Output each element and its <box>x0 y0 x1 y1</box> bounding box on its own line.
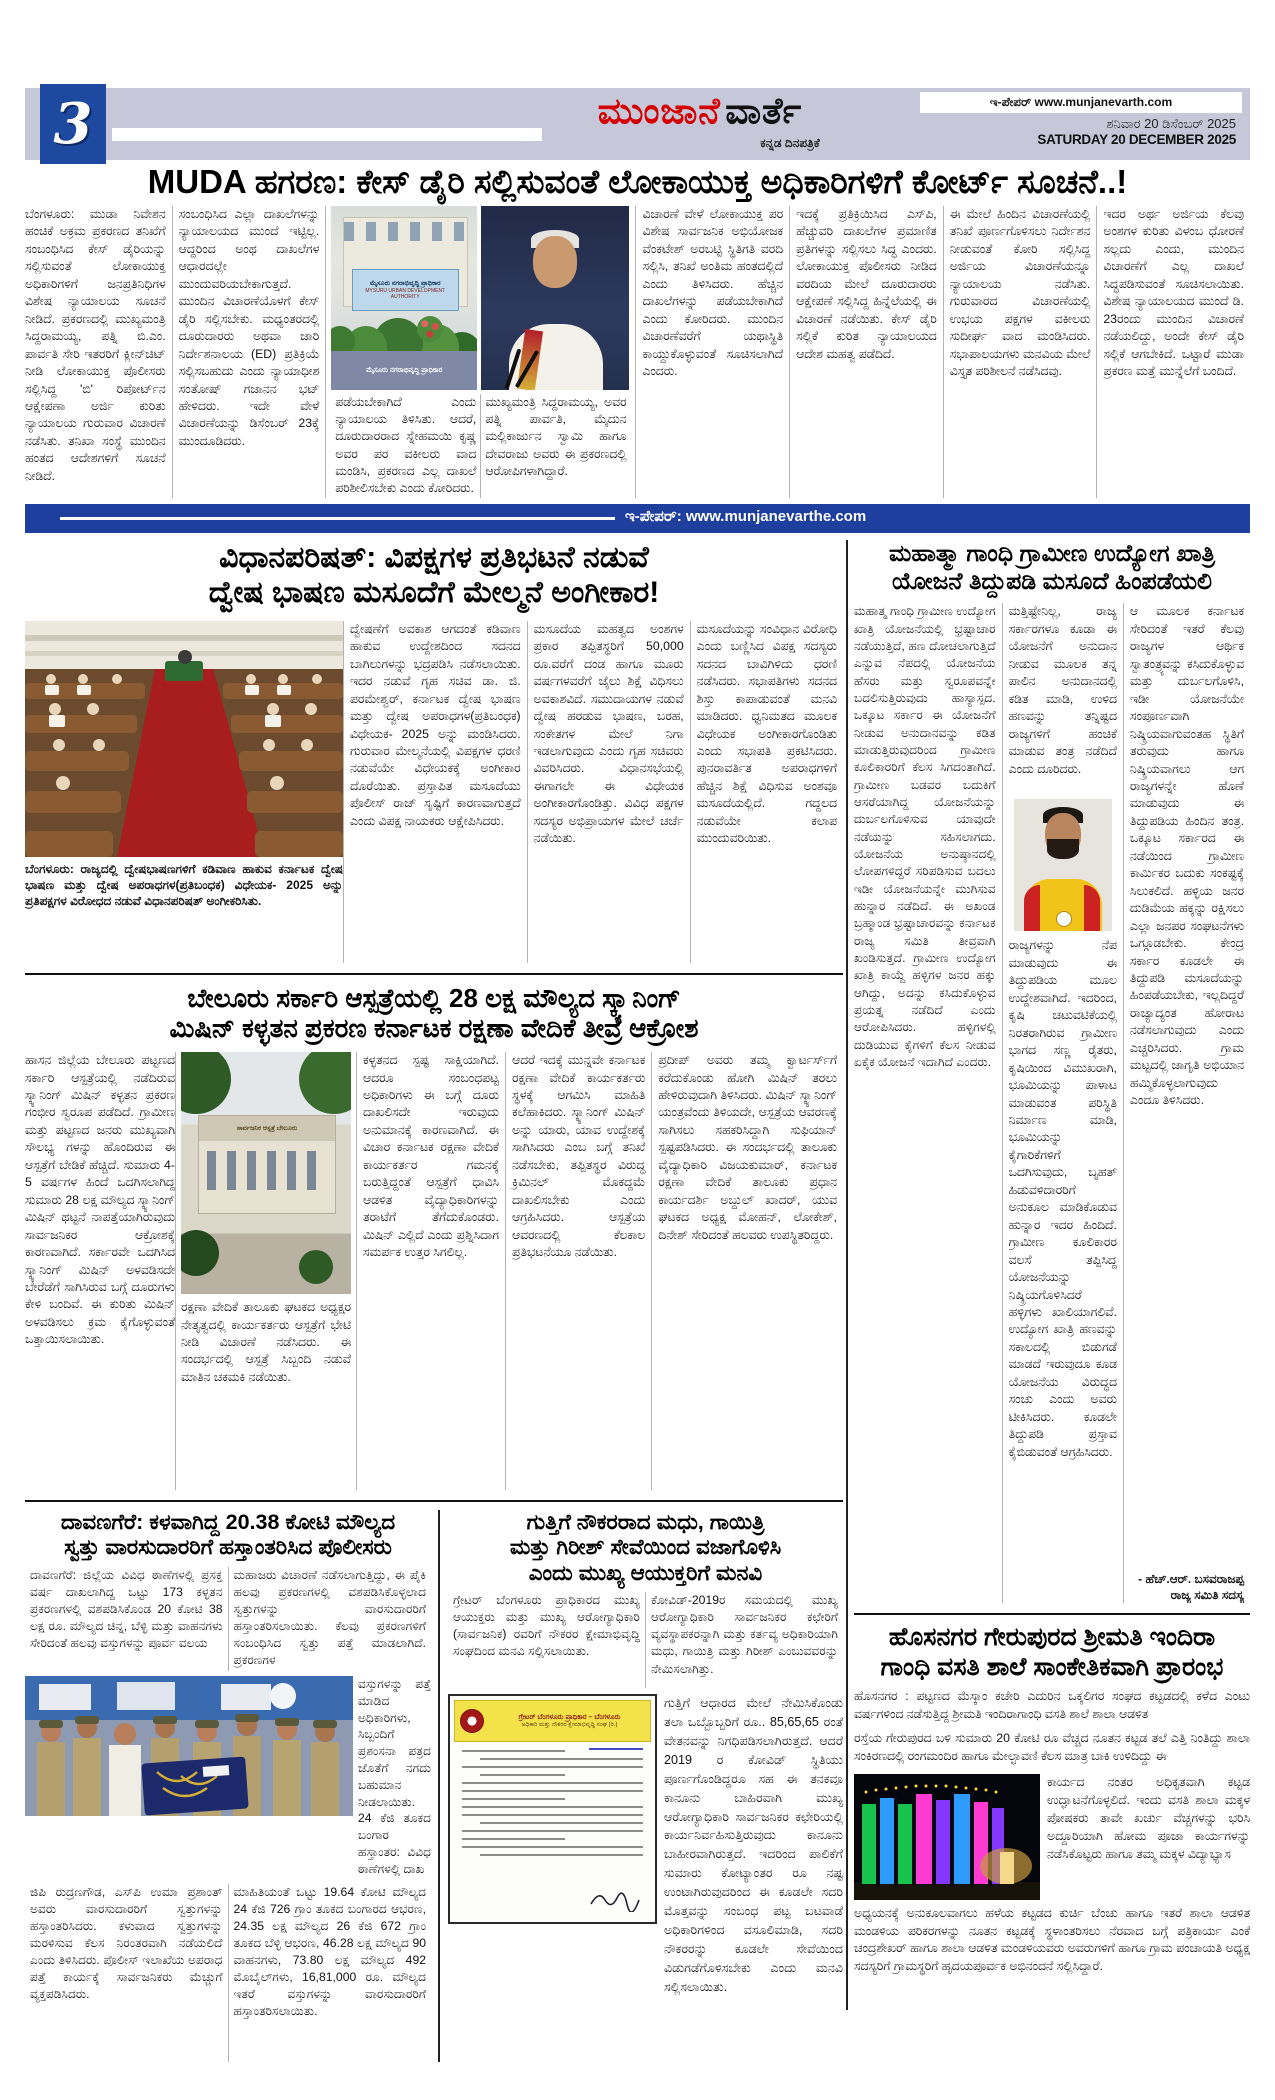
body-text: ಅಧ್ಯಯನಕ್ಕೆ ಅನುಕೂಲವಾಗಲು ಹಳೆಯ ಕಟ್ಟಡದ ಕುರ್ಚಿ ಬೆಂಚು ಹಾಗೂ ಇತರೆ ಶಾಲಾ ಆಡಳಿತ ಮಂಡಳಿಯ ಪರಿಕರಗಳನ್ನು ನೂತನ ಕಟ್ಟಡಕ್ಕೆ ಸ್ಥಳಾಂತರಿಸಲು ನೆರವಾದ ಬಗ್ಗೆ ಪತ್ರಿಕಾರ್ಯ ಎಂಕೆ ಚಂದ್ರಶೇಖರ್ ಹಾಗೂ ಶಾಲಾ ಆಡಳಿತ ಮಂಡಳಿಯವರು ಅವರುಗಳಿಗೆ ಹಾಗೂ ಗ್ರಾಮ ಪಂಚಾಯತಿ ಅಧ್ಯಕ್ಷ ಸದಸ್ಯರಿಗೆ ಗ್ರಾಮಸ್ಥರಿಗೆ ಹೃದಯಪೂರ್ವಕ ಅಭಿನಂದನೆ ಸಲ್ಲಿಸಿದ್ದಾರೆ. <box>854 1906 1250 1973</box>
parishat-body <box>25 621 843 963</box>
article-headline: ವಿಧಾನಪರಿಷತ್: ವಿಪಕ್ಷಗಳ ಪ್ರತಿಭಟನೆ ನಡುವೆ <box>219 541 649 574</box>
left-section <box>25 540 843 2062</box>
wall-lettering: ಮೈಸೂರು ನಗರಾಭಿವೃದ್ಧಿ ಪ್ರಾಧಿಕಾರ <box>366 366 443 374</box>
text-line <box>462 1838 565 1840</box>
davangere-bottom <box>25 1884 431 2062</box>
hosanagara-article <box>854 1623 1250 2009</box>
assembly-photo-block <box>25 621 343 963</box>
article-headline: ಗಾಂಧಿ ವಸತಿ ಶಾಲೆ ಸಾಂಕೇತಿಕವಾಗಿ ಪ್ರಾರಂಭ <box>880 1652 1224 1681</box>
section-rule <box>25 1500 843 1502</box>
text-line <box>462 1806 643 1808</box>
signature-icon <box>589 1886 641 1912</box>
epaper-url: ಇ-ಪೇಪರ್ www.munjanevarth.com <box>920 92 1242 113</box>
body-column: ಇದರ ಅರ್ಥ ಅರ್ಜಿಯ ಕೆಲವು ಅಂಶಗಳ ಕುರಿತು ವಿಳಂಬ ಧೋರಣೆ ಸಲ್ಲದು ಎಂದು, ಮುಂದಿನ ವಿಚಾರಣೆಗೆ ಎಲ್ಲ ದಾಖಲೆ ಸಿದ್ಧಪಡಿಸುವಂತೆ ಸೂಚಿಸಲಾಯಿತು. ವಿಶೇಷ ನ್ಯಾಯಾಲಯದ ಮುಂದೆ ಡಿ. 23ರಂದು ಮುಂದಿನ ವಿಚಾರಣೆ ನಡೆಯಲಿದ್ದು, ಅಂದೇ ಕೇಸ್ ಡೈರಿ ಸಲ್ಲಿಕೆ ಆಗಬೇಕಿದೆ. ಒಟ್ಟಾರೆ ಮುಡಾ ಪ್ರಕರಣ ಮತ್ತೆ ಮುನ್ನೆಲೆಗೆ ಬಂದಿದೆ. <box>1096 206 1250 498</box>
hospital-windows <box>207 1151 327 1190</box>
banner-epaper-url: ಇ-ಪೇಪರ್: www.munjanevarthe.com <box>625 508 867 525</box>
body-column: ಹಾಸನ ಜಿಲ್ಲೆಯ ಬೇಲೂರು ಪಟ್ಟಣದ ಸರ್ಕಾರಿ ಆಸ್ಪತ್ರೆಯಲ್ಲಿ ನಡೆದಿರುವ ಸ್ಕ್ಯಾನಿಂಗ್ ಮಿಷಿನ್ ಕಳ್ಳತನ ಪ್ರಕರಣ ಗಂಭೀರ ಸ್ವರೂಪ ಪಡೆದಿದೆ. ಗ್ರಾಮೀಣ ಮತ್ತು ಪಟ್ಟಣದ ಜನರು ಮುಖ್ಯವಾಗಿ ಸೌಲಭ್ಯ ಗಳನ್ನು ಹೊಂದಿರುವ ಈ ಆಸ್ಪತ್ರೆಗೆ ಬೇಡಿಕೆ ಹೆಚ್ಚಿದೆ. ಸುಮಾರು 4-5 ವರ್ಷಗಳ ಹಿಂದೆ ಒದಗಿಸಲಾಗಿದ್ದ ಸುಮಾರು 28 ಲಕ್ಷ ಮೌಲ್ಯದ ಸ್ಕ್ಯಾನಿಂಗ್ ಮಿಷಿನ್ ಥಟ್ಟನೆ ನಾಪತ್ತೆಯಾಗಿರುವುದು ಸಾರ್ವಜನಿಕರ ಆಕ್ರೋಶಕ್ಕೆ ಕಾರಣವಾಗಿದೆ. ಸರ್ಕಾರವೇ ಒದಗಿಸಿದ ಸ್ಕ್ಯಾನಿಂಗ್ ಮಿಷಿನ್ ಅಳವಡಿಸದೇ ಬೇರೆಡೆಗೆ ಸಾಗಿಸಿರುವ ಬಗ್ಗೆ ದೂರುಗಳು ಕೇಳಿ ಬಂದಿವೆ. ಈ ಕುರಿತು ಮಿಷಿನ್ ಅಳವಡಿಸಲು ಕ್ರಮ ಕೈಗೊಳ್ಳುವಂತೆ ಒತ್ತಾಯಿಸಲಾಯಿತು. <box>25 1053 175 1347</box>
police-handover-photo <box>25 1676 353 1816</box>
lead-headline: MUDA ಹಗರಣ: ಕೇಸ್ ಡೈರಿ ಸಲ್ಲಿಸುವಂತೆ ಲೋಕಾಯುಕ್ತ ಅಧಿಕಾರಿಗಳಿಗೆ ಕೋರ್ಟ್ ಸೂಚನೆ..! <box>147 163 1128 200</box>
body-column: ವಿಚಾರಣೆ ವೇಳೆ ಲೋಕಾಯುಕ್ತ ಪರ ವಿಶೇಷ ಸಾರ್ವಜನಿಕ ಅಭಿಯೋಜಕ ವೆಂಕಟೇಶ್ ಅರಬಟ್ಟಿ ಸ್ಥಿತಿಗತಿ ವರದಿ ಸಲ್ಲಿಸಿ, ತನಿಖೆ ಅಂತಿಮ ಹಂತದಲ್ಲಿದೆ ಎಂದು ತಿಳಿಸಿದರು. ಹೆಚ್ಚಿನ ದಾಖಲೆಗಳನ್ನು ಪಡೆಯಬೇಕಾಗಿದೆ ಎಂದು ಕೋರಿದರು. ಮುಂದಿನ ವಿಚಾರಣೆವರೆಗೆ ಯಥಾಸ್ಥಿತಿ ಕಾಯ್ದುಕೊಳ್ಳುವಂತೆ ಸೂಚಿಸಲಾಗಿದೆ ಎಂದರು. <box>635 206 789 498</box>
body-column: ಮಹಾತ್ಮ ಗಾಂಧಿ ಗ್ರಾಮೀಣ ಉದ್ಯೋಗ ಖಾತ್ರಿ ಯೋಜನೆಯಲ್ಲಿ ಭ್ರಷ್ಟಾಚಾರ ನಡೆಯುತ್ತಿದೆ, ಹಣ ದೋಚಲಾಗುತ್ತಿದೆ ಎನ್ನುವ ನೆಪದಲ್ಲಿ ಯೋಜನೆಯ ಹೆಸರು ಮತ್ತು ಸ್ವರೂಪವನ್ನೇ ಬದಲಿಸುತ್ತಿರುವುದು ಹಾಸ್ಯಾಸ್ಪದ. ಒಕ್ಕೂಟ ಸರ್ಕಾರ ಈ ಯೋಜನೆಗೆ ನೀಡುವ ಅನುದಾನವನ್ನು ಕಡಿತ ಮಾಡುತ್ತಿರುವುದರಿಂದ ಗ್ರಾಮೀಣ ಕೂಲಿಕಾರರಿಗೆ ಕೆಲಸ ಸಿಗದಂತಾಗಿದೆ. ಗ್ರಾಮೀಣ ಬಡವರ ಬದುಕಿಗೆ ಆಸರೆಯಾಗಿದ್ದ ಯೋಜನೆಯನ್ನು ದುರ್ಬಲಗೊಳಿಸುವ ಯಾವುದೇ ನಡೆಯನ್ನು ಸಹಿಸಲಾಗದು. ಯೋಜನೆಯ ಅನುಷ್ಠಾನದಲ್ಲಿ ಲೋಪಗಳಿದ್ದರೆ ಸರಿಪಡಿಸುವ ಬದಲು ಇಡೀ ಯೋಜನೆಯನ್ನೇ ಮುಗಿಸುವ ಹುನ್ನಾರ ನಡೆದಿದೆ. ಈ ಅಖಂಡ ಬ್ರಹ್ಮಾಂಡ ಭ್ರಷ್ಟಾಚಾರವನ್ನು ಕರ್ನಾಟಕ ರಾಜ್ಯ ಸಮಿತಿ ತೀವ್ರವಾಗಿ ಖಂಡಿಸುತ್ತದೆ. ಗ್ರಾಮೀಣ ಉದ್ಯೋಗ ಖಾತ್ರಿ ಕಾಯ್ದೆ ಹಳ್ಳಿಗಳ ಜನರ ಹಕ್ಕು ಆಗಿದ್ದು, ಅದನ್ನು ಕಸಿದುಕೊಳ್ಳುವ ಪ್ರಯತ್ನ ನಡೆದಿದೆ ಎಂದು ಆರೋಪಿಸಿದರು. ಹಳ್ಳಿಗಳಲ್ಲಿ ದುಡಿಯುವ ಕೈಗಳಿಗೆ ಕೆಲಸ ನೀಡುವ ಏಕೈಕ ಯೋಜನೆ ಇದಾಗಿದೆ ಎಂದರು. <box>854 604 996 1069</box>
body-column: ಜಿಪಿ ರುದ್ರಣಗೌಡ, ಎಸ್‌ಪಿ ಉಮಾ ಪ್ರಶಾಂತ್ ಅವರು ವಾರಸುದಾರರಿಗೆ ಸ್ವತ್ತುಗಳನ್ನು ಹಸ್ತಾಂತರಿಸಿದರು. ಕಳುವಾದ ಸ್ವತ್ತುಗಳನ್ನು ಮರಳಿಸುವ ಕೆಲಸ ನಿರಂತರವಾಗಿ ನಡೆಯಲಿದೆ ಎಂದು ತಿಳಿಸಿದರು. ಪೊಲೀಸ್ ಇಲಾಖೆಯ ಅಪರಾಧ ಪತ್ತೆ ಕಾರ್ಯಕ್ಕೆ ಸಾರ್ವಜನಿಕರು ಮೆಚ್ಚುಗೆ ವ್ಯಕ್ತಪಡಿಸಿದರು. <box>30 1884 223 2002</box>
masthead-word-red: ಮುಂಜಾನೆ <box>597 90 721 131</box>
body-text: ಮತ್ತಿಷ್ಟೇನಿಲ್ಲ, ರಾಜ್ಯ ಸರ್ಕಾರಗಳೂ ಕೂಡಾ ಈ ಯೋಜನೆಗೆ ಅನುದಾನ ನೀಡುವ ಮೂಲಕ ತನ್ನ ಪಾಲಿನ ಅನುದಾನದಲ್ಲಿ ಕಡಿತ ಮಾಡಿ, ಉಳಿದ ಹಣವನ್ನು ತನ್ನಿಷ್ಟದ ರಾಜ್ಯಗಳಿಗೆ ಹಂಚಿಕೆ ಮಾಡುವ ತಂತ್ರ ನಡೆದಿದೆ ಎಂದು ದೂರಿದರು. <box>1008 604 1117 776</box>
gutthige-intro <box>448 1592 843 1688</box>
text-line <box>462 1830 643 1832</box>
body-column: ಪಡೆಯಬೇಕಾಗಿದೆ ಎಂದು ನ್ಯಾಯಾಲಯ ತಿಳಿಸಿತು. ಆದರೆ, ದೂರುದಾರರಾದ ಸ್ನೇಹಮಯಿ ಕೃಷ್ಣ ಅವರ ಪರ ವಕೀಲರು ವಾದ ಮಂಡಿಸಿ, ಪ್ರಕರಣದ ಎಲ್ಲ ದಾಖಲೆ ಪರಿಶೀಲಿಸಬೇಕು ಎಂದು ಕೋರಿದರು. <box>335 395 477 496</box>
lead-photo-zone <box>325 206 635 498</box>
davangere-article <box>25 1510 440 2062</box>
article-headline: ಮತ್ತು ಗಿರೀಶ್ ಸೇವೆಯಿಂದ ವಜಾಗೊಳಿಸಿ <box>509 1535 782 1560</box>
text-line <box>480 1774 565 1776</box>
assembly-hall-photo <box>25 621 343 857</box>
parishat-article <box>25 540 843 963</box>
text-line <box>462 1790 643 1792</box>
article-headline: ಸ್ವತ್ತು ವಾರಸುದಾರರಿಗೆ ಹಸ್ತಾಂತರಿಸಿದ ಪೊಲೀಸರು <box>64 1535 392 1560</box>
article-headline: ದಾವಣಗೆರೆ: ಕಳವಾಗಿದ್ದ 20.38 ಕೋಟಿ ಮೌಲ್ಯದ <box>60 1510 396 1535</box>
night-school-photo <box>854 1774 1040 1900</box>
chief-minister-photo <box>481 206 629 390</box>
hospital-photo <box>181 1052 351 1294</box>
belur-body <box>25 1052 843 1490</box>
body-column: ಈ ಮೇಲೆ ಹಿಂದಿನ ವಿಚಾರಣೆಯಲ್ಲಿ ತನಿಖೆ ಪೂರ್ಣಗೊಳಿಸಲು ನಿರ್ದೇಶನ ನೀಡುವಂತೆ ಕೋರಿ ಸಲ್ಲಿಸಿದ್ದ ಅರ್ಜಿಯ ವಿಚಾರಣೆಯನ್ನೂ ನ್ಯಾಯಾಲಯ ನಡೆಸಿತು. ಗುರುವಾರದ ವಿಚಾರಣೆಯಲ್ಲಿ ಉಭಯ ಪಕ್ಷಗಳ ವಕೀಲರು ಸುದೀರ್ಘ ವಾದ ಮಂಡಿಸಿದರು. ಸಭಾಪಾಲಯಗಳು ಮನವಿಯ ಮೇಲೆ ವಿಸ್ತೃತ ಪರಿಶೀಲನೆ ನಡೆಸಿದವು. <box>943 206 1097 498</box>
body-column-with-photo <box>1002 603 1123 1603</box>
page-number: 3 <box>53 91 93 157</box>
letter-body-lines <box>450 1744 655 1856</box>
building-windows <box>344 222 467 241</box>
gandhi-body <box>854 603 1250 1603</box>
gutthige-article <box>440 1510 843 2062</box>
body-column: ಕಳ್ಳತನದ ಸ್ಪಷ್ಟ ಸಾಕ್ಷಿಯಾಗಿದೆ. ಆದರೂ ಸಂಬಂಧಪಟ್ಟ ಅಧಿಕಾರಿಗಳು ಈ ಬಗ್ಗೆ ದೂರು ದಾಖಲಿಸದೇ ಇರುವುದು ಅನುಮಾನಕ್ಕೆ ಕಾರಣವಾಗಿದೆ. ಈ ವಿಚಾರ ಕರ್ನಾಟಕ ರಕ್ಷಣಾ ವೇದಿಕೆ ಕಾರ್ಯಕರ್ತರ ಗಮನಕ್ಕೆ ಬರುತ್ತಿದ್ದಂತೆ ಆಸ್ಪತ್ರೆಗೆ ಧಾವಿಸಿ ಆಡಳಿತ ವೈದ್ಯಾಧಿಕಾರಿಗಳನ್ನು ತರಾಟೆಗೆ ತೆಗೆದುಕೊಂಡರು. ಮಿಷಿನ್ ಎಲ್ಲಿದೆ ಎಂದು ಪ್ರಶ್ನಿಸಿದಾಗ ಸಮರ್ಪಕ ಉತ್ತರ ಸಿಗಲಿಲ್ಲ. <box>356 1052 505 1490</box>
letter-document-image <box>448 1694 657 1924</box>
body-text: ಆ ಮೂಲಕ ಕರ್ನಾಟಕ ಸೇರಿದಂತೆ ಇತರೆ ಕೆಲವು ರಾಜ್ಯಗಳ ಆರ್ಥಿಕ ಸ್ವಾತಂತ್ರ್ಯವನ್ನು ಕಸಿದುಕೊಳ್ಳುವ ಮತ್ತು ದುರ್ಬಲಗೊಳಿಸಿ, ಇಡೀ ಯೋಜನೆಯೇ ಸಂಪೂರ್ಣವಾಗಿ ನಿಷ್ಕ್ರಿಯವಾಗುವಂತಹ ಸ್ಥಿತಿಗೆ ತರುವುದು ಹಾಗೂ ನಿಷ್ಕ್ರಿಯವಾಗಲು ಆಗ ರಾಜ್ಯಗಳನ್ನೇ ಹೊಣೆ ಮಾಡುವುದು ಈ ತಿದ್ದುಪಡಿಯ ಹಿಂದಿನ ತಂತ್ರ. ಒಕ್ಕೂಟ ಸರ್ಕಾರದ ಈ ನಡೆಯಿಂದ ಗ್ರಾಮೀಣ ಕಾರ್ಮಿಕರ ಬದುಕು ಸಂಕಷ್ಟಕ್ಕೆ ಸಿಲುಕಲಿದೆ. ಹಳ್ಳಿಯ ಜನರ ದುಡಿಮೆಯ ಹಕ್ಕನ್ನು ರಕ್ಷಿಸಲು ಎಲ್ಲಾ ಜನಪರ ಸಂಘಟನೆಗಳು ಒಗ್ಗೂಡಬೇಕು. ಕೇಂದ್ರ ಸರ್ಕಾರ ಕೂಡಲೇ ಈ ತಿದ್ದುಪಡಿ ಮಸೂದೆಯನ್ನು ಹಿಂಪಡೆಯಬೇಕು, ಇಲ್ಲದಿದ್ದರೆ ರಾಜ್ಯಾದ್ಯಂತ ಹೋರಾಟ ನಡೆಸಲಾಗುವುದು ಎಂದು ಎಚ್ಚರಿಸಿದರು. ಗ್ರಾಮ ಮಟ್ಟದಲ್ಲಿ ಜಾಗೃತಿ ಅಭಿಯಾನ ಹಮ್ಮಿಕೊಳ್ಳಲಾಗುವುದು ಎಂದೂ ತಿಳಿಸಿದರು. <box>1129 604 1245 1108</box>
tree-shape <box>181 1052 231 1114</box>
article-headline: ಯೋಜನೆ ತಿದ್ದುಪಡಿ ಮಸೂದೆ ಹಿಂಪಡೆಯಲಿ <box>892 567 1212 594</box>
flower-bush-shape <box>417 316 443 342</box>
tree-shape <box>299 1052 351 1114</box>
letter-date-line <box>589 1748 643 1750</box>
lead-story <box>25 206 1250 498</box>
text-line <box>480 1758 643 1760</box>
assembly-illustration <box>25 621 343 857</box>
davangere-intro <box>25 1567 431 1671</box>
body-column: ರಕ್ಷಣಾ ವೇದಿಕೆ ತಾಲೂಕು ಘಟಕದ ಅಧ್ಯಕ್ಷರ ನೇತೃತ್ವದಲ್ಲಿ ಕಾರ್ಯಕರ್ತರು ಆಸ್ಪತ್ರೆಗೆ ಭೇಟಿ ನೀಡಿ ವಿಚಾರಣೆ ನಡೆಸಿದರು. ಈ ಸಂದರ್ಭದಲ್ಲಿ ಆಸ್ಪತ್ರೆ ಸಿಬ್ಬಂದಿ ನಡುವೆ ಮಾತಿನ ಚಕಮಕಿ ನಡೆಯಿತು. <box>181 1300 351 1384</box>
body-column: ಮಹಾಜರು ವಿಚಾರಣೆ ನಡೆಸಲಾಗುತ್ತಿದ್ದು, ಈ ಪೈಕಿ ಹಲವು ಪ್ರಕರಣಗಳಲ್ಲಿ ವಶಪಡಿಸಿಕೊಳ್ಳಲಾದ ಸ್ವತ್ತುಗಳನ್ನು ವಾರಸುದಾರರಿಗೆ ಹಸ್ತಾಂತರಿಸಲಾಯಿತು. ಕೆಲವು ಪ್ರಕರಣಗಳಿಗೆ ಸಂಬಂಧಿಸಿದ ಸ್ವತ್ತು ಪತ್ತೆ ಮಾಡಲಾಗಿದೆ. ಪ್ರಕರಣಗಳ <box>228 1567 432 1671</box>
text-line <box>480 1854 643 1856</box>
body-column: ಆದರೆ ಇದಕ್ಕೆ ಮುನ್ನವೇ ಕರ್ನಾಟಕ ರಕ್ಷಣಾ ವೇದಿಕೆ ಕಾರ್ಯಕರ್ತರು ಸ್ಥಳಕ್ಕೆ ಆಗಮಿಸಿ ಮಾಹಿತಿ ಕಲೆಹಾಕಿದರು. ಸ್ಕ್ಯಾನಿಂಗ್ ಮಿಷಿನ್ ಅನ್ನು ಯಾರು, ಯಾವ ಉದ್ದೇಶಕ್ಕೆ ಸಾಗಿಸಿದರು ಎಂಬ ಬಗ್ಗೆ ತನಿಖೆ ನಡೆಸಬೇಕು, ತಪ್ಪಿತಸ್ಥರ ವಿರುದ್ಧ ಕ್ರಿಮಿನಲ್ ಮೊಕದ್ದಮೆ ದಾಖಲಿಸಬೇಕು ಎಂದು ಆಗ್ರಹಿಸಿದರು. ಆಸ್ಪತ್ರೆಯ ಆವರಣದಲ್ಲಿ ಕೆಲಕಾಲ ಪ್ರತಿಭಟನೆಯೂ ನಡೆಯಿತು. <box>505 1052 651 1490</box>
body-column <box>1123 603 1250 1603</box>
bottom-band <box>25 1510 843 2062</box>
masthead-word-black: ವಾರ್ತೆ <box>725 90 803 131</box>
section-rule <box>25 973 843 975</box>
hospital-photo-block <box>175 1052 356 1490</box>
body-column: ಕೋವಿಡ್-2019ರ ಸಮಯದಲ್ಲಿ ಮುಖ್ಯ ಆರೋಗ್ಯಾಧಿಕಾರಿ ಸಾರ್ವಜನಿಕರ ಕಛೇರಿಗೆ ವ್ಯವಸ್ಥಾಪಕರನ್ನಾಗಿ ಮತ್ತು ಕರ್ತವ್ಯ ಅಧಿಕಾರಿಯಾಗಿ ಮಧು, ಗಾಯಿತ್ರಿ ಮತ್ತು ಗಿರೀಶ್ ಎಂಬುವವರನ್ನು ನೇಮಿಸಲಾಗಿತ್ತು. <box>645 1592 843 1688</box>
body-text: ರಸ್ತೆಯ ಗೇರುಪುರದ ಬಳಿ ಸುಮಾರು 20 ಕೋಟಿ ರೂ ವೆಚ್ಚದ ನೂತನ ಕಟ್ಟಡ ತಲೆ ಎತ್ತಿ ನಿಂತಿದ್ದು ಶಾಲಾ ಸಂಕಿರಣದಲ್ಲಿ ರಂಗಮಂದಿರ ಹಾಗೂ ಮೇಲ್ಛಾವಣಿ ಕೆಲಸ ಮಾತ್ರ ಬಾಕಿ ಉಳಿದಿದ್ದು ಈ <box>854 1731 1250 1763</box>
letter-org <box>489 1713 650 1730</box>
muda-building-photo <box>331 206 477 390</box>
section-rule <box>854 1613 1250 1615</box>
shirt-accent <box>1084 885 1100 931</box>
masthead <box>460 90 940 133</box>
person-face <box>533 236 577 288</box>
date-english: SATURDAY 20 DECEMBER 2025 <box>1037 132 1236 147</box>
article-headline: ಬೇಲೂರು ಸರ್ಕಾರಿ ಆಸ್ಪತ್ರೆಯಲ್ಲಿ 28 ಲಕ್ಷ ಮೌಲ್ಯದ ಸ್ಕ್ಯಾನಿಂಗ್ <box>187 982 681 1013</box>
text-line <box>480 1822 643 1824</box>
night-illustration <box>854 1774 1040 1900</box>
text-line <box>462 1846 643 1848</box>
person-beard <box>1047 839 1079 859</box>
article-headline: ಮಹಾತ್ಮಾ ಗಾಂಧಿ ಗ್ರಾಮೀಣ ಉದ್ಯೋಗ ಖಾತ್ರಿ <box>889 540 1215 566</box>
muda-sign-kannada: ಮೈಸೂರು ನಗರಾಭಿವೃದ್ಧಿ ಪ್ರಾಧಿಕಾರ <box>369 279 441 287</box>
body-column: ಮಾಹಿತಿಯಂತೆ ಒಟ್ಟು 19.64 ಕೋಟಿ ಮೌಲ್ಯದ 24 ಕೆಜಿ 726 ಗ್ರಾಂ ತೂಕದ ಬಂಗಾರದ ಆಭರಣ, 24.35 ಲಕ್ಷ ಮೌಲ್ಯದ 26 ಕೆಜಿ 672 ಗ್ರಾಂ ತೂಕದ ಬೆಳ್ಳಿ ಆಭರಣ, 46.28 ಲಕ್ಷ ಮೌಲ್ಯದ 90 ವಾಹನಗಳು, 73.80 ಲಕ್ಷ ಮೌಲ್ಯದ 492 ಮೊಬೈಲ್‌ಗಳು, 16,81,000 ರೂ. ಮೌಲ್ಯದ ಇತರೆ ವಸ್ತುಗಳನ್ನು ವಾರಸುದಾರರಿಗೆ ಹಸ್ತಾಂತರಿಸಲಾಯಿತು. <box>228 1884 432 2062</box>
article-headline: ಎಂದು ಮುಖ್ಯ ಆಯುಕ್ತರಿಗೆ ಮನವಿ <box>528 1560 763 1585</box>
gutthige-letter-row <box>448 1694 843 1996</box>
epaper-banner <box>25 504 1250 533</box>
police-illustration <box>25 1676 353 1816</box>
hospital-sign-text: ಸಾರ್ವಜನಿಕ ಆಸ್ಪತ್ರೆ ಬೇಲೂರು <box>236 1124 298 1132</box>
muda-sign-board <box>352 269 459 311</box>
section-vertical-rule <box>846 540 848 2010</box>
belur-article <box>25 983 843 1490</box>
text-line <box>462 1814 643 1816</box>
article-headline: ದ್ವೇಷ ಭಾಷಣ ಮಸೂದೆಗೆ ಮೇಲ್ಮನೆ ಅಂಗೀಕಾರ! <box>208 576 660 610</box>
article-headline: ಮಿಷಿನ್ ಕಳ್ಳತನ ಪ್ರಕರಣ ಕರ್ನಾಟಕ ರಕ್ಷಣಾ ವೇದಿಕೆ ತೀವ್ರ ಆಕ್ರೋಶ <box>169 1013 699 1044</box>
body-column: ವಸ್ತುಗಳನ್ನು ಪತ್ತೆ ಮಾಡಿದ ಅಧಿಕಾರಿಗಳು, ಸಿಬ್ಬಂದಿಗೆ ಪ್ರಶಂಸನಾ ಪತ್ರದ ಜೊತೆಗೆ ನಗದು ಬಹುಮಾನ ನೀಡಲಾಯಿತು. 24 ಕೆಜಿ ತೂಕದ ಬಂಗಾರ ಹಸ್ತಾಂತರ: ವಿವಿಧ ಠಾಣೆಗಳಲ್ಲಿ ದಾಖ <box>358 1676 431 1876</box>
muda-sign-english: MYSURU URBAN DEVELOPMENT AUTHORITY <box>365 287 446 300</box>
article-headline: ಹೊಸನಗರ ಗೇರುಪುರದ ಶ್ರೀಮತಿ ಇಂದಿರಾ <box>888 1623 1216 1652</box>
body-column: ಕಾರ್ಯದ ನಂತರ ಅಧಿಕೃತವಾಗಿ ಕಟ್ಟಡ ಉದ್ಘಾಟನೆಗೊಳ್ಳಲಿದೆ. ಇಂದು ವಸತಿ ಶಾಲಾ ಮಕ್ಕಳ ಪೋಷಕರು ತಾವೇ ಖರ್ಚು ವೆಚ್ಚಗಳನ್ನು ಭರಿಸಿ ಅದ್ದೂರಿಯಾಗಿ ಹೋಮ ಪೂಜಾ ಕಾರ್ಯಗಳನ್ನು ನಡೆಸಿಕೊಟ್ಟರು ಹಾಗೂ ತಮ್ಮ ಮಕ್ಕಳ ವಿದ್ಯಾಭ್ಯಾಸ <box>1047 1775 1250 1861</box>
lead-sub-columns <box>331 394 630 498</box>
body-column: ಗ್ರೇಟರ್ ಬೆಂಗಳೂರು ಪ್ರಾಧಿಕಾರದ ಮುಖ್ಯ ಆಯುಕ್ತರು ಮತ್ತು ಮುಖ್ಯ ಆರೋಗ್ಯಾಧಿಕಾರಿ (ಸಾರ್ವಜನಿಕ) ರವರಿಗೆ ನೌಕರರ ಕ್ಷೇಮಾಭಿವೃದ್ಧಿ ಸಂಘದಿಂದ ಮನವಿ ಸಲ್ಲಿಸಲಾಯಿತು. <box>453 1593 640 1659</box>
article-headline: ಗುತ್ತಿಗೆ ನೌಕರರಾದ ಮಧು, ಗಾಯಿತ್ರಿ <box>526 1510 765 1535</box>
text-line <box>462 1766 643 1768</box>
davangere-photo-row <box>25 1676 431 1878</box>
date-kannada: ಶನಿವಾರ 20 ಡಿಸೆಂಬರ್ 2025 <box>1106 116 1236 131</box>
masthead-tagline: ಕನ್ನಡ ದಿನಪತ್ರಿಕೆ <box>760 136 820 150</box>
letter-org-line2: ಅಧಿಕಾರಿ ಮತ್ತು ನೌಕರರ ಕ್ಷೇಮಾಭಿವೃದ್ಧಿ ಸಂಘ (ರಿ.) <box>521 1721 618 1728</box>
body-column: ಮಸೂದೆಯನ್ನು ಸಂವಿಧಾನ ವಿರೋಧಿ ಎಂದು ಬಣ್ಣಿಸಿದ ವಿಪಕ್ಷ ಸದಸ್ಯರು ಸದನದ ಬಾವಿಗಿಳಿದು ಧರಣಿ ನಡೆಸಿದರು. ಸಭಾಪತಿಗಳು ಸದನದ ಶಿಸ್ತು ಕಾಪಾಡುವಂತೆ ಮನವಿ ಮಾಡಿದರು. ಧ್ವನಿಮತದ ಮೂಲಕ ವಿಧೇಯಕ ಅಂಗೀಕಾರಗೊಂಡಿತು ಎಂದು ಸಭಾಪತಿ ಪ್ರಕಟಿಸಿದರು. ಪುನರಾವರ್ತಿತ ಅಪರಾಧಗಳಿಗೆ ಹೆಚ್ಚಿನ ಶಿಕ್ಷೆ ವಿಧಿಸುವ ಅಂಶವೂ ಮಸೂದೆಯಲ್ಲಿದೆ. ಗದ್ದಲದ ನಡುವೆಯೇ ಕಲಾಪ ಮುಂದುವರಿಯಿತು. <box>690 621 843 963</box>
text-line <box>462 1782 643 1784</box>
body-column: ಮುಖ್ಯಮಂತ್ರಿ ಸಿದ್ದರಾಮಯ್ಯ, ಅವರ ಪತ್ನಿ ಪಾರ್ವತಿ, ಮೈದುನ ಮಲ್ಲಿಕಾರ್ಜುನ ಸ್ವಾಮಿ ಹಾಗೂ ದೇವರಾಜು ಅವರು ಈ ಪ್ರಕರಣದಲ್ಲಿ ಆರೋಪಿಗಳಾಗಿದ್ದಾರೆ. <box>480 394 630 498</box>
body-text: ರಾಜ್ಯಗಳನ್ನು ನೆಪ ಮಾಡುವುದು ಈ ತಿದ್ದುಪಡಿಯ ಮೂಲ ಉದ್ದೇಶವಾಗಿದೆ. ಇದರಿಂದ, ಕೃಷಿ ಚಟುವಟಿಕೆಯಲ್ಲಿ ನಿರತರಾಗಿರುವ ಗ್ರಾಮೀಣ ಭಾಗದ ಸಣ್ಣ ರೈತರು, ಕೃಷಿಯಿಂದ ವಿಮುಖರಾಗಿ, ಭೂಮಿಯನ್ನು ಪಾಳಾಟ ಮಾಡುವಂತ ಪರಿಸ್ಥಿತಿ ನಿರ್ಮಾಣ ಮಾಡಿ, ಭೂಮಿಯನ್ನು ಕೈಗಾರಿಕೆಗಳಿಗೆ ಒದಗಿಸುವುದು, ಬೃಹತ್ ಹಿಡುವಳಿದಾರರಿಗೆ ಅನುಕೂಲ ಮಾಡಿಕೊಡುವ ಹುನ್ನಾರ ಇದರ ಹಿಂದಿದೆ. ಗ್ರಾಮೀಣ ಕೂಲಿಕಾರರ ವಲಸೆ ತಪ್ಪಿಸಿದ್ದ ಯೋಜನೆಯನ್ನು ನಿಷ್ಕ್ರಿಯಗೊಳಿಸಿದರೆ ಹಳ್ಳಿಗಳು ಖಾಲಿಯಾಗಲಿವೆ. ಉದ್ಯೋಗ ಖಾತ್ರಿ ಹಣವನ್ನು ಸಕಾಲದಲ್ಲಿ ಬಿಡುಗಡೆ ಮಾಡದೆ ಇರುವುದೂ ಕೂಡ ಯೋಜನೆಯ ವಿರುದ್ಧದ ಸಂಚು ಎಂದು ಅವರು ಟೀಕಿಸಿದರು. ಕೂಡಲೇ ತಿದ್ದುಪಡಿ ಪ್ರಸ್ತಾವ ಕೈಬಿಡುವಂತೆ ಆಗ್ರಹಿಸಿದರು. <box>1008 938 1117 1459</box>
letter-org-line1: ಗ್ರೇಟರ್ ಬೆಂಗಳೂರು ಪ್ರಾಧಿಕಾರ – ಬೆಂಗಳೂರು <box>518 1713 621 1721</box>
body-column: ಇದಕ್ಕೆ ಪ್ರತಿಕ್ರಿಯಿಸಿದ ಎಸ್‌ಪಿ, ಹೆಚ್ಚುವರಿ ದಾಖಲೆಗಳ ಪ್ರಮಾಣಿತ ಪ್ರತಿಗಳನ್ನು ಸಲ್ಲಿಸಲು ಸಿದ್ಧ ಎಂದರು. ಲೋಕಾಯುಕ್ತ ಪೊಲೀಸರು ನೀಡಿದ ವರದಿಯ ಮೇಲೆ ದೂರುದಾರರು ಆಕ್ಷೇಪಣೆ ಸಲ್ಲಿಸಿದ್ದ ಹಿನ್ನೆಲೆಯಲ್ಲಿ ಈ ವಿಚಾರಣೆ ನಡೆಯಿತು. ಕೇಸ್ ಡೈರಿ ಸಲ್ಲಿಕೆ ಕುರಿತ ನ್ಯಾಯಾಲಯದ ಆದೇಶ ಮಹತ್ವ ಪಡೆದಿದೆ. <box>789 206 943 498</box>
header-right <box>920 92 1242 147</box>
byline-name: - ಹೆಚ್.ಆರ್. ಬಸವರಾಜಪ್ಪ <box>1138 1572 1245 1587</box>
text-line <box>462 1798 565 1800</box>
lead-photos <box>331 206 630 390</box>
right-section <box>854 540 1250 2009</box>
banner-rule <box>60 517 615 520</box>
body-column: ಪ್ರದೀಪ್ ಅವರು ತಮ್ಮ ಕ್ವಾರ್ಟರ್ಸ್‌ಗೆ ಕರೆದುಕೊಂಡು ಹೋಗಿ ಮಿಷಿನ್ ತರಲು ಹೇಳಿರುವುದಾಗಿ ತಿಳಿಸಿದರು. ಮಿಷಿನ್ ಸ್ಕ್ಯಾನಿಂಗ್ ಯಂತ್ರವೆಂದು ತಿಳಿಯದೇ, ಆಸ್ಪತ್ರೆಯ ಆವರಣಕ್ಕೆ ಸಾಗಿಸಲು ಸಹಕರಿಸಿದ್ದಾಗಿ ಸುಫಿಯಾನ್ ಸ್ಪಷ್ಟಪಡಿಸಿದರು. ಈ ಸಂದರ್ಭದಲ್ಲಿ ತಾಲೂಕು ವೈದ್ಯಾಧಿಕಾರಿ ವಿಜಯಕುಮಾರ್, ಕರ್ನಾಟಕ ರಕ್ಷಣಾ ವೇದಿಕೆ ತಾಲೂಕು ಪ್ರಧಾನ ಕಾರ್ಯದರ್ಶಿ ಅಬ್ದುಲ್ ಖಾದರ್, ಯುವ ಘಟಕದ ಅಧ್ಯಕ್ಷ ಮೋಹನ್, ಲೋಕೇಶ್, ದಿನೇಶ್ ಸೇರಿದಂತೆ ಹಲವರು ಉಪಸ್ಥಿತರಿದ್ದರು. <box>651 1052 843 1490</box>
body-column: ಬೆಂಗಳೂರು: ಮುಡಾ ನಿವೇಶನ ಹಂಚಿಕೆ ಅಕ್ರಮ ಪ್ರಕರಣದ ತನಿಖೆಗೆ ಸಂಬಂಧಿಸಿದ ಕೇಸ್ ಡೈರಿಯನ್ನು ಸಲ್ಲಿಸುವಂತೆ ಲೋಕಾಯುಕ್ತ ಅಧಿಕಾರಿಗಳಿಗೆ ಜನಪ್ರತಿನಿಧಿಗಳ ವಿಶೇಷ ನ್ಯಾಯಾಲಯ ಸೂಚನೆ ನೀಡಿದೆ. ಪ್ರಕರಣದಲ್ಲಿ ಮುಖ್ಯಮಂತ್ರಿ ಸಿದ್ದರಾಮಯ್ಯ, ಪತ್ನಿ ಬಿ.ಎಂ. ಪಾರ್ವತಿ ಸೇರಿ ಇತರರಿಗೆ ಕ್ಲೀನ್‌ಚಿಟ್ ನೀಡಿ ಲೋಕಾಯುಕ್ತ ಪೊಲೀಸರು ಸಲ್ಲಿಸಿದ್ದ 'ಬಿ' ರಿಪೋರ್ಟ್‌ನ ಆಕ್ಷೇಪಣಾ ಅರ್ಜಿ ಕುರಿತು ನ್ಯಾಯಾಲಯ ಗುರುವಾರ ವಿಚಾರಣೆ ನಡೆಸಿತು. ತನಿಖಾ ಸಂಸ್ಥೆ ಮುಂದಿನ ಹಂತದ ಆದೇಶಗಳಿಗೆ ಸೂಚನೆ ನೀಡಿದೆ. <box>25 207 166 483</box>
body-column: ಗುತ್ತಿಗೆ ಆಧಾರದ ಮೇಲೆ ನೇಮಿಸಿಕೊಂಡು ತಲಾ ಒಬ್ಬೊಬ್ಬರಿಗೆ ರೂ.. 85,65,65 ರಂತೆ ವೇತನವನ್ನು ನಿಗಧಿಪಡಿಸಲಾಗಿರುತ್ತದೆ. ಆದರೆ 2019 ರ ಕೋವಿಡ್ ಸ್ಥಿತಿಯು ಪೂರ್ಣಗೊಂಡಿದ್ದರೂ ಸಹ ಈ ತನಕವೂ ಕಾನೂನು ಬಾಹಿರವಾಗಿ ಮುಖ್ಯ ಆರೋಗ್ಯಾಧಿಕಾರಿ ಸಾರ್ವಜನಿಕರ ಕಛೇರಿಯಲ್ಲಿ ಕಾರ್ಯನಿರ್ವಹಿಸುತ್ತಿರುವುದು ಕಾನೂನು ಬಾಹೀರವಾಗಿರುತ್ತದೆ. ಇದರಿಂದ ಪಾಲಿಕೆಗೆ ಸುಮಾರು ಕೋಟ್ಯಾಂತರ ರೂ ನಷ್ಟ ಉಂಟಾಗಿರುವುದರಿಂದ ಈ ಕೂಡಲೇ ಸದರಿ ಮೊತ್ತವನ್ನು ಸಂಬಂಧ ಪಟ್ಟ ಬಟವಾಡೆ ಅಧಿಕಾರಿಗಳಿಂದ ವಸೂಲಿಮಾಡಿ, ಸದರಿ ನೌಕರರನ್ನು ಕೂಡಲೇ ಸೇವೆಯಿಂದ ವಿಡುಗಡೆಗೊಳಿಸಬೇಕು ಎಂದು ಮನವಿ ಸಲ್ಲಿಸಲಾಯಿತು. <box>664 1696 843 1994</box>
hosanagara-photo-row <box>854 1774 1250 1900</box>
shrub-shape <box>181 1230 219 1276</box>
body-column: ಸಂಬಂಧಿಸಿದ ಎಲ್ಲಾ ದಾಖಲೆಗಳನ್ನು ನ್ಯಾಯಾಲಯದ ಮುಂದೆ ಇಟ್ಟಿಲ್ಲ. ಆದ್ದರಿಂದ ಅಂಥ ದಾಖಲೆಗಳ ಆಧಾರದಲ್ಲೇ ಮುಂದುವರಿಯಬೇಕಾಗುತ್ತದೆ. ಮುಂದಿನ ವಿಚಾರಣೆಯೊಳಗೆ ಕೇಸ್ ಡೈರಿ ಸಲ್ಲಿಸಬೇಕು. ಮಧ್ಯಂತರದಲ್ಲಿ ದೂರುದಾರರು ಅಥವಾ ಜಾರಿ ನಿರ್ದೇಶನಾಲಯ (ED) ಪ್ರತಿಕ್ರಿಯೆ ಸಲ್ಲಿಸಬಹುದು ಎಂದು ನ್ಯಾಯಾಧೀಶ ಸಂತೋಷ್ ಗಜಾನನ ಭಟ್ ಹೇಳಿದರು. ಇದೇ ವೇಳೆ ವಿಚಾರಣೆಯನ್ನು ಡಿಸೆಂಬರ್ 23ಕ್ಕೆ ಮುಂದೂಡಿದರು. <box>172 206 326 498</box>
gandhi-article <box>854 540 1250 1603</box>
body-text: ಹೊಸನಗರ : ಪಟ್ಟಣದ ಮೆಸ್ಕಾಂ ಕಚೇರಿ ಎದುರಿನ ಒಕ್ಕಲಿಗರ ಸಂಘದ ಕಟ್ಟಡದಲ್ಲಿ ಕಳೆದ ಎಂಟು ವರ್ಷಗಳಿಂದ ನಡೆಸುತ್ತಿದ್ದ ಶ್ರೀಮತಿ ಇಂದಿರಾಗಾಂಧಿ ವಸತಿ ಶಾಲೆ ಶಾಲಾ ಆಡಳಿತ <box>854 1689 1250 1721</box>
shirt-accent <box>1024 885 1040 931</box>
byline <box>1130 1572 1244 1603</box>
emblem-icon <box>460 1709 484 1733</box>
photo-caption: ಬೆಂಗಳೂರು: ರಾಜ್ಯದಲ್ಲಿ ದ್ವೇಷಭಾಷಣಗಳಿಗೆ ಕಡಿವಾಣ ಹಾಕುವ ಕರ್ನಾಟಕ ದ್ವೇಷ ಭಾಷಣ ಮತ್ತು ದ್ವೇಷ ಅಪರಾಧಗಳ(ಪ್ರತಿಬಂಧಕ) ವಿಧೇಯಕ- 2025 ಅನ್ನು ಪ್ರತಿಪಕ್ಷಗಳ ವಿರೋಧದ ನಡುವೆ ವಿಧಾನಪರಿಷತ್ ಅಂಗೀಕರಿಸಿತು. <box>25 861 343 909</box>
hospital-building <box>198 1115 336 1214</box>
letter-header <box>454 1700 651 1742</box>
page-number-box <box>40 84 106 164</box>
body-column: ದ್ವೇಷಣೆಗೆ ಅವಕಾಶ ಆಗದಂತೆ ಕಡಿವಾಣ ಹಾಕುವ ಉದ್ದೇಶದಿಂದ ಸದನದ ಬಾಗಿಲುಗಳನ್ನು ಭದ್ರಪಡಿಸಿ ನಡೆಸಲಾಯಿತು. ಇದರ ನಡುವೆ ಗೃಹ ಸಚಿವ ಡಾ. ಜಿ. ಪರಮೇಶ್ವರ್, ಕರ್ನಾಟಕ ದ್ವೇಷ ಭಾಷಣ ಮತ್ತು ದ್ವೇಷ ಅಪರಾಧಗಳ(ಪ್ರತಿಬಂಧಕ) ವಿಧೇಯಕ- 2025 ಅನ್ನು ಮಂಡಿಸಿದರು. ಗುರುವಾರ ಮೇಲ್ಮನೆಯಲ್ಲಿ ವಿಪಕ್ಷಗಳ ಧರಣಿ ನಡುವೆಯೇ ವಿಧೇಯಕಕ್ಕೆ ಅಂಗೀಕಾರ ದೊರೆಯಿತು. ಪ್ರಸ್ತಾಪಿತ ಮಸೂದೆಯು ಪೊಲೀಸ್ ರಾಜ್ ಸೃಷ್ಟಿಗೆ ಕಾರಣವಾಗುತ್ತದೆ ಎಂದು ವಿಪಕ್ಷ ನಾಯಕರು ಆಕ್ಷೇಪಿಸಿದರು. <box>343 621 527 963</box>
compound-wall <box>331 351 477 390</box>
spokesperson-portrait-photo <box>1014 799 1112 931</box>
text-line <box>462 1750 565 1752</box>
body-column: ಮಸೂದೆಯ ಮಹತ್ವದ ಅಂಶಗಳ ಪ್ರಕಾರ ತಪ್ಪಿತಸ್ಥರಿಗೆ 50,000 ರೂ.ವರೆಗೆ ದಂಡ ಹಾಗೂ ಮೂರು ವರ್ಷಗಳವರೆಗೆ ಜೈಲು ಶಿಕ್ಷೆ ವಿಧಿಸಲು ಅವಕಾಶವಿದೆ. ಸಮುದಾಯಗಳ ನಡುವೆ ದ್ವೇಷ ಹರಡುವ ಭಾಷಣ, ಬರಹ, ಸಂಕೇತಗಳ ಮೇಲೆ ನಿಗಾ ಇಡಲಾಗುವುದು ಎಂದು ಗೃಹ ಸಚಿವರು ವಿವರಿಸಿದರು. ವಿಧಾನಸಭೆಯಲ್ಲಿ ಈಗಾಗಲೇ ಈ ವಿಧೇಯಕ ಅಂಗೀಕಾರಗೊಂಡಿತ್ತು. ವಿವಿಧ ಪಕ್ಷಗಳ ಸದಸ್ಯರ ಅಭಿಪ್ರಾಯಗಳ ಮೇಲೆ ಚರ್ಚೆ ನಡೆಯಿತು. <box>527 621 690 963</box>
byline-title: ರಾಜ್ಯ ಸಮಿತಿ ಸದಸ್ಯ <box>1170 1587 1245 1602</box>
hospital-sign <box>199 1116 335 1141</box>
body-column: ದಾವಣಗೆರೆ: ಜಿಲ್ಲೆಯ ವಿವಿಧ ಠಾಣೆಗಳಲ್ಲಿ ಪ್ರಸಕ್ತ ವರ್ಷ ದಾಖಲಾಗಿದ್ದ ಒಟ್ಟು 173 ಕಳ್ಳತನ ಪ್ರಕರಣಗಳಲ್ಲಿ ವಶಪಡಿಸಿಕೊಂಡ 20 ಕೋಟಿ 38 ಲಕ್ಷ ರೂ. ಮೌಲ್ಯದ ಚಿನ್ನ, ಬೆಳ್ಳಿ ಮತ್ತು ವಾಹನಗಳು ಸೇರಿದಂತೆ ಹಲವು ವಸ್ತುಗಳನ್ನು ಪೂರ್ವ ವಲಯ <box>30 1567 223 1651</box>
